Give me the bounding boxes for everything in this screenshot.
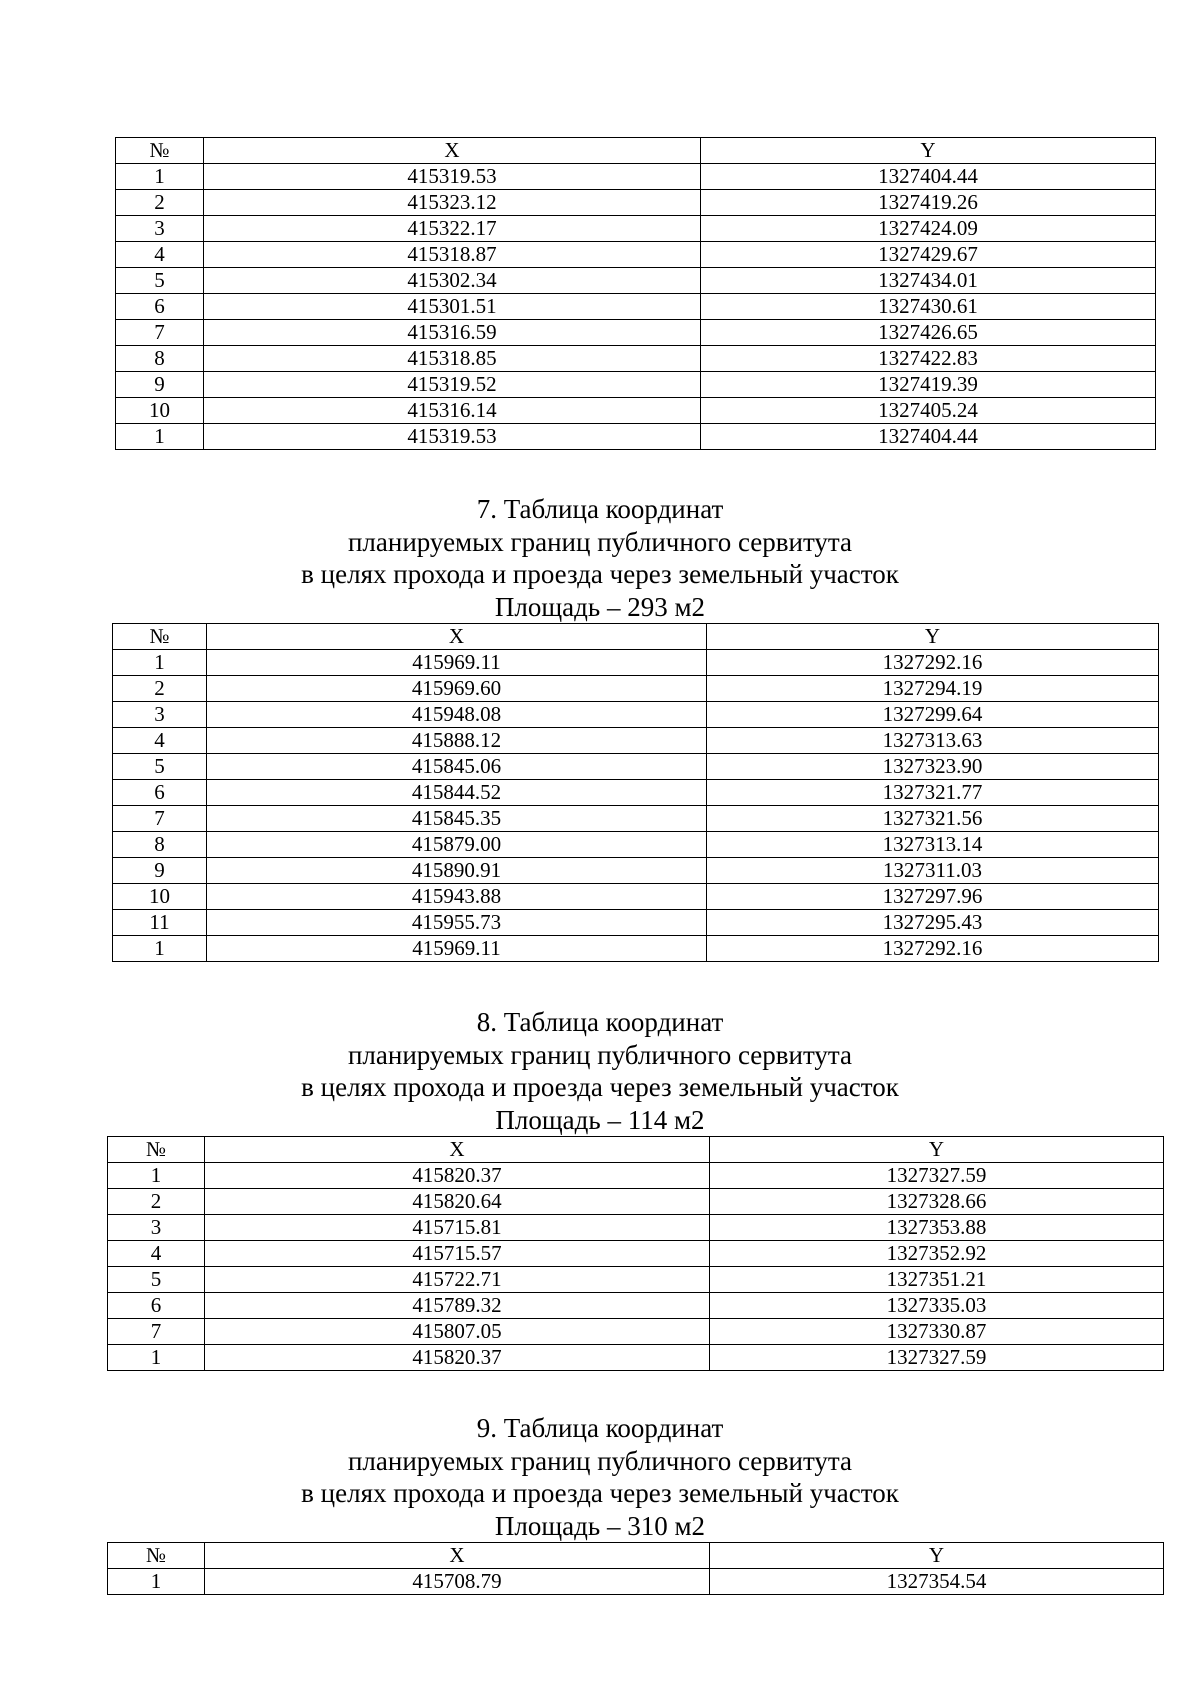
point-number: 1 — [108, 1163, 205, 1189]
point-number: 5 — [113, 754, 207, 780]
point-number: 6 — [116, 294, 204, 320]
heading-line: в целях прохода и проезда через земельный участок — [301, 559, 899, 589]
point-number: 10 — [116, 398, 204, 424]
heading-line: планируемых границ публичного сервитута — [347, 1039, 853, 1070]
table-row — [113, 780, 1159, 806]
y-coordinate: 1327404.44 — [701, 424, 1156, 450]
table-row — [113, 754, 1159, 780]
x-coordinate: 415318.87 — [204, 242, 701, 268]
coord-table-block-9 — [107, 1542, 1164, 1595]
x-coordinate: 415789.32 — [205, 1293, 710, 1319]
point-number: 2 — [113, 676, 207, 702]
x-coordinate: 415722.71 — [205, 1267, 710, 1293]
coord-table-body — [108, 1163, 1164, 1371]
point-number: 2 — [116, 190, 204, 216]
coord-table-header — [108, 1543, 1164, 1569]
y-coordinate: 1327426.65 — [701, 320, 1156, 346]
heading-title: 7. Таблица координат — [476, 494, 724, 524]
x-coordinate: 415845.06 — [207, 754, 707, 780]
y-coordinate: 1327292.16 — [707, 650, 1159, 676]
table-row — [113, 858, 1159, 884]
table-row — [116, 398, 1156, 424]
x-coordinate: 415890.91 — [207, 858, 707, 884]
x-coordinate: 415316.14 — [204, 398, 701, 424]
point-number: 11 — [113, 910, 207, 936]
coord-table-body — [113, 650, 1159, 962]
x-coordinate: 415888.12 — [207, 728, 707, 754]
y-coordinate: 1327313.14 — [707, 832, 1159, 858]
x-coordinate: 415715.81 — [205, 1215, 710, 1241]
table-row — [108, 1267, 1164, 1293]
coord-table-header — [113, 624, 1159, 650]
point-number: 7 — [108, 1319, 205, 1345]
table-row — [116, 372, 1156, 398]
point-number: 5 — [116, 268, 204, 294]
point-number: 10 — [113, 884, 207, 910]
y-coordinate: 1327430.61 — [701, 294, 1156, 320]
table-row — [116, 190, 1156, 216]
y-coordinate: 1327405.24 — [701, 398, 1156, 424]
table-row — [108, 1345, 1164, 1371]
point-number: 6 — [108, 1293, 205, 1319]
col-x: X — [207, 624, 707, 650]
table-row — [113, 910, 1159, 936]
coord-table-block-8 — [107, 1136, 1164, 1371]
coord-table-body — [108, 1569, 1164, 1595]
x-coordinate: 415820.64 — [205, 1189, 710, 1215]
x-coordinate: 415943.88 — [207, 884, 707, 910]
point-number: 9 — [113, 858, 207, 884]
x-coordinate: 415807.05 — [205, 1319, 710, 1345]
x-coordinate: 415318.85 — [204, 346, 701, 372]
point-number: 2 — [108, 1189, 205, 1215]
coord-table-header — [108, 1137, 1164, 1163]
point-number: 4 — [116, 242, 204, 268]
table-row — [116, 424, 1156, 450]
y-coordinate: 1327419.26 — [701, 190, 1156, 216]
x-coordinate: 415322.17 — [204, 216, 701, 242]
heading-area: Площадь – 293 м2 — [494, 591, 706, 622]
table-row — [108, 1163, 1164, 1189]
table-row — [113, 650, 1159, 676]
table-row — [116, 294, 1156, 320]
y-coordinate: 1327295.43 — [707, 910, 1159, 936]
heading-area: Площадь – 310 м2 — [494, 1510, 706, 1541]
point-number: 7 — [116, 320, 204, 346]
y-coordinate: 1327328.66 — [710, 1189, 1164, 1215]
heading-title: 9. Таблица координат — [476, 1413, 724, 1443]
x-coordinate: 415319.52 — [204, 372, 701, 398]
y-coordinate: 1327321.56 — [707, 806, 1159, 832]
y-coordinate: 1327424.09 — [701, 216, 1156, 242]
point-number: 1 — [108, 1345, 205, 1371]
table-row — [116, 320, 1156, 346]
col-y: Y — [701, 138, 1156, 164]
heading-line: планируемых границ публичного сервитута — [347, 1445, 853, 1476]
heading-area: Площадь – 114 м2 — [495, 1104, 705, 1135]
x-coordinate: 415323.12 — [204, 190, 701, 216]
y-coordinate: 1327292.16 — [707, 936, 1159, 962]
table-row — [116, 346, 1156, 372]
coord-table-block-0 — [115, 137, 1156, 450]
x-coordinate: 415969.11 — [207, 936, 707, 962]
point-number: 8 — [116, 346, 204, 372]
y-coordinate: 1327327.59 — [710, 1163, 1164, 1189]
col-x: X — [205, 1137, 710, 1163]
col-x: X — [205, 1543, 710, 1569]
point-number: 5 — [108, 1267, 205, 1293]
coord-table — [107, 1136, 1164, 1371]
table-row — [116, 268, 1156, 294]
x-coordinate: 415948.08 — [207, 702, 707, 728]
y-coordinate: 1327353.88 — [710, 1215, 1164, 1241]
y-coordinate: 1327313.63 — [707, 728, 1159, 754]
table-row — [113, 728, 1159, 754]
table-row — [116, 164, 1156, 190]
table-row — [113, 884, 1159, 910]
point-number: 1 — [108, 1569, 205, 1595]
heading-title: 8. Таблица координат — [476, 1007, 724, 1037]
y-coordinate: 1327335.03 — [710, 1293, 1164, 1319]
table-row — [108, 1241, 1164, 1267]
coord-table — [107, 1542, 1164, 1595]
heading-line: в целях прохода и проезда через земельный участок — [301, 1072, 899, 1102]
table-row — [113, 832, 1159, 858]
point-number: 3 — [108, 1215, 205, 1241]
y-coordinate: 1327327.59 — [710, 1345, 1164, 1371]
y-coordinate: 1327422.83 — [701, 346, 1156, 372]
col-y: Y — [710, 1543, 1164, 1569]
table-row — [108, 1215, 1164, 1241]
x-coordinate: 415708.79 — [205, 1569, 710, 1595]
x-coordinate: 415319.53 — [204, 424, 701, 450]
coord-table-header — [116, 138, 1156, 164]
col-y: Y — [710, 1137, 1164, 1163]
x-coordinate: 415316.59 — [204, 320, 701, 346]
point-number: 1 — [113, 650, 207, 676]
x-coordinate: 415319.53 — [204, 164, 701, 190]
coord-table — [112, 623, 1159, 962]
y-coordinate: 1327311.03 — [707, 858, 1159, 884]
col-num: № — [108, 1137, 205, 1163]
table-row — [108, 1293, 1164, 1319]
x-coordinate: 415969.11 — [207, 650, 707, 676]
y-coordinate: 1327434.01 — [701, 268, 1156, 294]
x-coordinate: 415879.00 — [207, 832, 707, 858]
table-heading-9 — [0, 1412, 1200, 1542]
x-coordinate: 415844.52 — [207, 780, 707, 806]
y-coordinate: 1327297.96 — [707, 884, 1159, 910]
point-number: 1 — [116, 424, 204, 450]
point-number: 4 — [108, 1241, 205, 1267]
y-coordinate: 1327351.21 — [710, 1267, 1164, 1293]
col-y: Y — [707, 624, 1159, 650]
y-coordinate: 1327299.64 — [707, 702, 1159, 728]
col-num: № — [113, 624, 207, 650]
x-coordinate: 415301.51 — [204, 294, 701, 320]
col-num: № — [116, 138, 204, 164]
point-number: 6 — [113, 780, 207, 806]
table-row — [108, 1319, 1164, 1345]
x-coordinate: 415820.37 — [205, 1345, 710, 1371]
table-heading-7 — [0, 493, 1200, 623]
y-coordinate: 1327429.67 — [701, 242, 1156, 268]
x-coordinate: 415820.37 — [205, 1163, 710, 1189]
point-number: 3 — [113, 702, 207, 728]
y-coordinate: 1327419.39 — [701, 372, 1156, 398]
y-coordinate: 1327321.77 — [707, 780, 1159, 806]
x-coordinate: 415715.57 — [205, 1241, 710, 1267]
table-row — [108, 1569, 1164, 1595]
point-number: 7 — [113, 806, 207, 832]
heading-line: планируемых границ публичного сервитута — [347, 526, 853, 557]
table-heading-8 — [0, 1006, 1200, 1136]
heading-line: в целях прохода и проезда через земельный участок — [301, 1478, 899, 1508]
point-number: 8 — [113, 832, 207, 858]
table-row — [113, 676, 1159, 702]
table-row — [113, 936, 1159, 962]
y-coordinate: 1327330.87 — [710, 1319, 1164, 1345]
table-row — [108, 1189, 1164, 1215]
x-coordinate: 415845.35 — [207, 806, 707, 832]
coord-table-block-7 — [112, 623, 1159, 962]
col-num: № — [108, 1543, 205, 1569]
col-x: X — [204, 138, 701, 164]
table-row — [116, 216, 1156, 242]
x-coordinate: 415969.60 — [207, 676, 707, 702]
y-coordinate: 1327404.44 — [701, 164, 1156, 190]
table-row — [113, 702, 1159, 728]
point-number: 1 — [113, 936, 207, 962]
point-number: 4 — [113, 728, 207, 754]
table-row — [116, 242, 1156, 268]
y-coordinate: 1327294.19 — [707, 676, 1159, 702]
coord-table-body — [116, 164, 1156, 450]
y-coordinate: 1327323.90 — [707, 754, 1159, 780]
x-coordinate: 415955.73 — [207, 910, 707, 936]
point-number: 3 — [116, 216, 204, 242]
y-coordinate: 1327354.54 — [710, 1569, 1164, 1595]
point-number: 9 — [116, 372, 204, 398]
coord-table — [115, 137, 1156, 450]
x-coordinate: 415302.34 — [204, 268, 701, 294]
table-row — [113, 806, 1159, 832]
y-coordinate: 1327352.92 — [710, 1241, 1164, 1267]
point-number: 1 — [116, 164, 204, 190]
